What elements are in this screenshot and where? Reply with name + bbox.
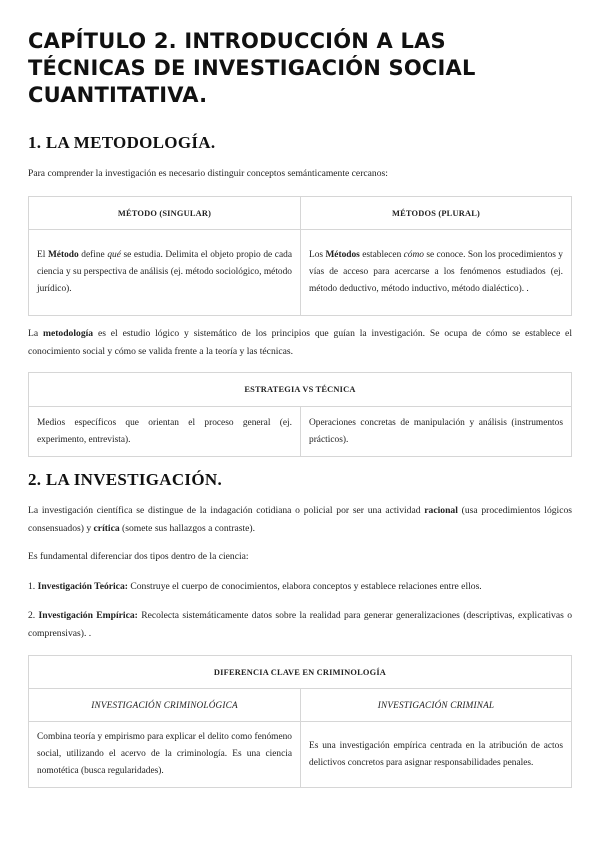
chapter-title-line-1: CAPÍTULO 2. INTRODUCCIÓN A LAS (28, 29, 446, 53)
strategy-cell: Medios específicos que orientan el proceso general (ej. experimento, entrevista). (29, 407, 301, 457)
chapter-title-line-2: TÉCNICAS DE INVESTIGACIÓN SOCIAL (28, 56, 476, 80)
theoretical-investigation-item: 1. Investigación Teórica: Construye el cuerpo de conocimientos, elabora conceptos y establece relaciones entre ellos. (28, 581, 482, 592)
investigation-paragraph: La investigación científica se distingue de la indagación cotidiana o policial por ser una actividad racional (usa procedimientos lógicos consensuados) y crítica (somete sus hallazgos a contraste). (28, 505, 572, 534)
science-types-intro: Es fundamental diferenciar dos tipos dentro de la ciencia: (28, 551, 249, 562)
strategy-technique-header: ESTRATEGIA VS TÉCNICA (29, 373, 572, 407)
criminal-investigation-cell: Es una investigación empírica centrada en la atribución de actos delictivos concretos para asignar responsabilidades penales. (301, 722, 572, 788)
criminological-investigation-cell: Combina teoría y empirismo para explicar el delito como fenómeno social, utilizando el acervo de la criminología. Es una ciencia nomotética (busca regularidades). (29, 722, 301, 788)
method-singular-header: MÉTODO (SINGULAR) (29, 197, 301, 230)
criminological-investigation-subheader: INVESTIGACIÓN CRIMINOLÓGICA (29, 689, 301, 722)
criminology-difference-header: DIFERENCIA CLAVE EN CRIMINOLOGÍA (29, 656, 572, 689)
technique-cell: Operaciones concretas de manipulación y análisis (instrumentos prácticos). (301, 407, 572, 457)
section-1-intro: Para comprender la investigación es necesario distinguir conceptos semánticamente cercanos: (28, 168, 388, 179)
method-singular-cell: El Método define qué se estudia. Delimita el objeto propio de cada ciencia y su perspectiva de análisis (ej. método sociológico, método jurídico). (29, 230, 301, 316)
method-plural-header: MÉTODOS (PLURAL) (301, 197, 572, 230)
metodologia-paragraph: La metodología es el estudio lógico y sistemático de los principios que guían la investigación. Se ocupa de cómo se establece el conocimiento social y cómo se valida frente a la teoría y las técnicas. (28, 328, 572, 357)
section-2-heading: 2. LA INVESTIGACIÓN. (28, 470, 222, 489)
criminal-investigation-subheader: INVESTIGACIÓN CRIMINAL (301, 689, 572, 722)
method-comparison-table (28, 196, 572, 316)
section-1-heading: 1. LA METODOLOGÍA. (28, 133, 216, 152)
chapter-title (28, 28, 576, 109)
strategy-technique-table (28, 372, 572, 457)
empirical-investigation-item: 2. Investigación Empírica: Recolecta sistemáticamente datos sobre la realidad para generar generalizaciones (descriptivas, explicativas o comprensivas). . (28, 610, 572, 639)
criminology-difference-table (28, 655, 572, 788)
method-plural-cell: Los Métodos establecen cómo se conoce. Son los procedimientos y vías de acceso para acercarse a los fenómenos estudiados (ej. método deductivo, método inductivo, método dialéctico). . (301, 230, 572, 316)
chapter-title-line-3: CUANTITATIVA. (28, 83, 208, 107)
